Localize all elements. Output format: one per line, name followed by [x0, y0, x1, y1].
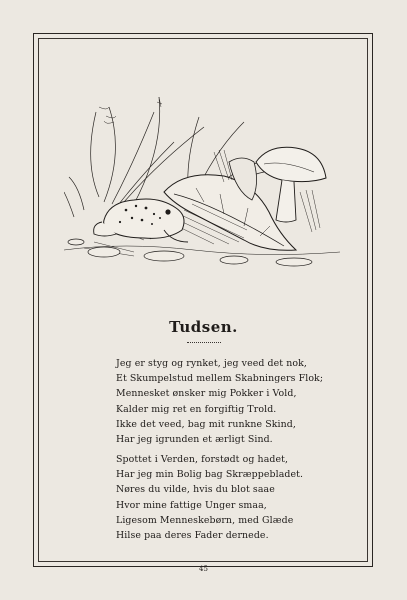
verse-line: Ligesom Menneskebørn, med Glæde: [116, 514, 294, 526]
verse-line: Et Skumpelstud mellem Skabningers Flok;: [116, 373, 324, 385]
verse-line: Kalder mig ret en forgiftig Trold.: [116, 403, 277, 415]
verse-line: Har jeg min Bolig bag Skræppebladet.: [116, 469, 304, 481]
verse-line: Spottet i Verden, forstødt og hadet,: [116, 454, 289, 465]
verse-line: Nøres du vilde, hvis du blot saae: [116, 484, 275, 496]
verse-line: Ikke det veed, bag mit runkne Skind,: [116, 418, 296, 430]
title-divider: [187, 342, 221, 343]
page-number: 45: [199, 565, 208, 573]
verse-line: Hvor mine fattige Unger smaa,: [116, 499, 267, 511]
verse-line: Hilse paa deres Fader dernede.: [116, 530, 269, 542]
verse-line: Har jeg igrunden et ærligt Sind.: [116, 434, 273, 446]
toad-illustration: [64, 92, 340, 272]
poem-title: Tudsen.: [169, 318, 238, 336]
stanza-2: [116, 452, 376, 543]
stanza-1: [116, 356, 376, 447]
verse-line: Mennesket ønsker mig Pokker i Vold,: [116, 388, 297, 400]
verse-line: Jeg er styg og rynket, jeg veed det nok,: [116, 358, 308, 369]
